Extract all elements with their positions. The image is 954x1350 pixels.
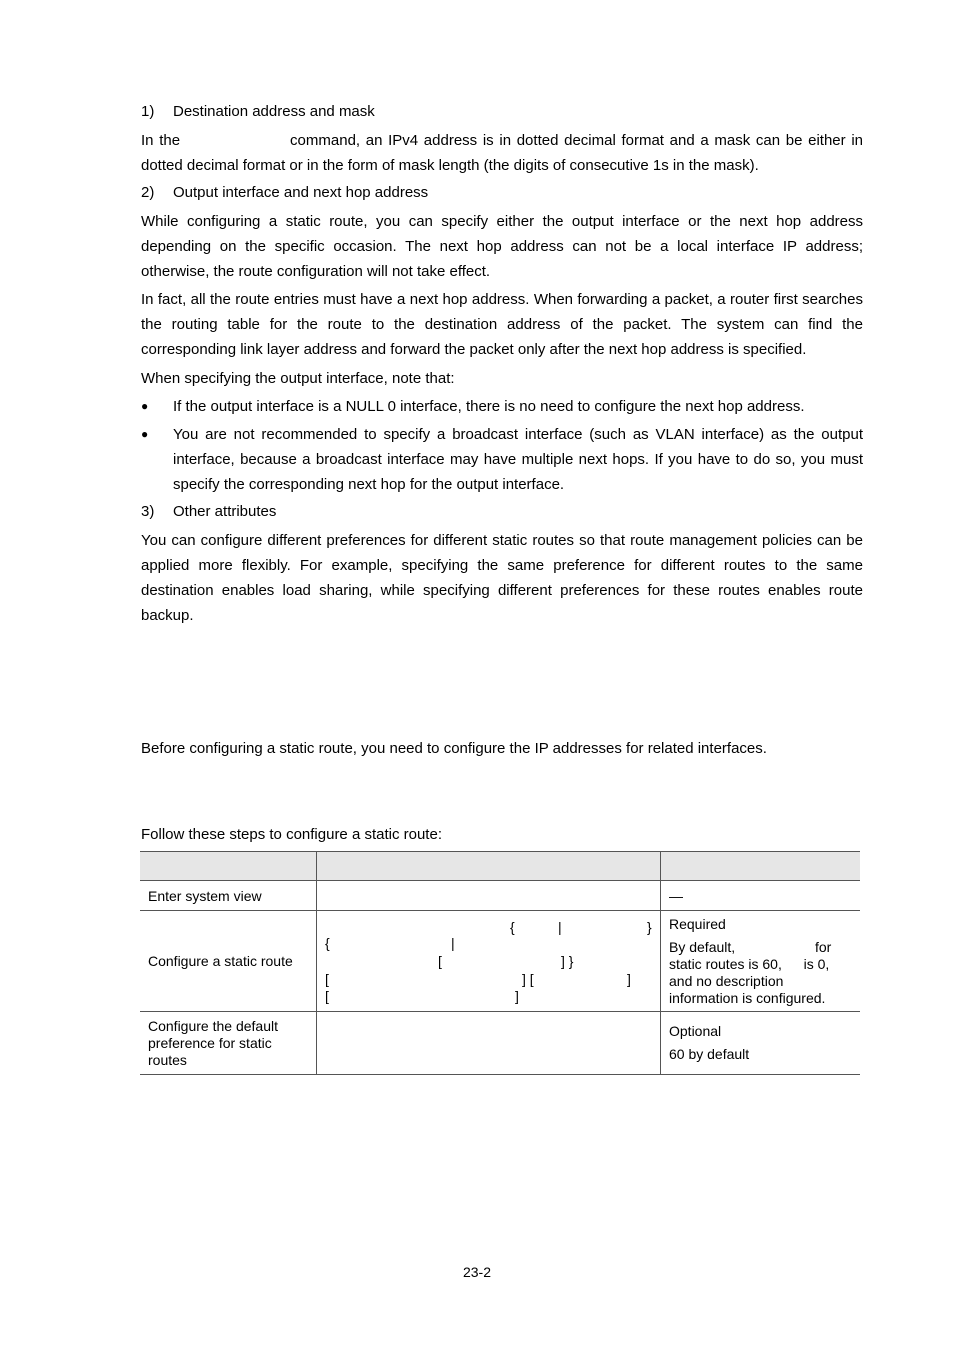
- bullet-dot-icon: ●: [141, 399, 149, 413]
- op-cell: Enter system view: [140, 881, 317, 911]
- numbered-heading-output: 2) Output interface and next hop address: [141, 184, 429, 201]
- cmd-bracket: [: [325, 971, 329, 987]
- command-cell: [317, 911, 661, 1012]
- paragraph-output-1: While configuring a static route, you can specify either the output interface or the next hop address depending on the specific occasion. The next hop address can not be a local interface IP address; otherwise, the route configuration will not take effect.: [141, 213, 863, 280]
- note-intro: When specifying the output interface, note that:: [141, 370, 455, 387]
- header-remarks: [661, 852, 861, 881]
- cmd-brace: {: [325, 935, 330, 951]
- table-header-row: [140, 852, 860, 881]
- page-number: 23-2: [462, 1264, 492, 1280]
- numbered-heading-other: 3) Other attributes: [141, 503, 277, 520]
- numbered-heading-destination: 1) Destination address and mask: [141, 103, 375, 120]
- cmd-bracket: [: [325, 988, 329, 1004]
- header-command: [317, 852, 661, 881]
- op-cell: Configure the default preference for static routes: [140, 1012, 317, 1075]
- command-cell: [317, 1012, 661, 1075]
- cmd-brace: {: [510, 919, 515, 935]
- cmd-pipe: |: [451, 935, 455, 951]
- command-cell: [317, 881, 661, 911]
- header-operation: [140, 852, 317, 881]
- cmd-bracket: ] }: [561, 953, 574, 969]
- paragraph-other: You can configure different preferences for different static routes so that route management policies can be applied more flexibly. For example, specifying the same preference for different routes to the same destination enables load sharing, while specifying different preferences for these routes enables route backup.: [141, 532, 863, 624]
- op-cell: Configure a static route: [140, 911, 317, 1012]
- config-steps-table: [140, 851, 860, 1075]
- cmd-pipe: |: [558, 919, 562, 935]
- cmd-brace: }: [647, 919, 652, 935]
- paragraph-prerequisite: Before configuring a static route, you need to configure the IP addresses for related interfaces.: [141, 740, 767, 757]
- table-row: [140, 911, 860, 1012]
- table-row: [140, 1012, 860, 1075]
- paragraph-destination: In the command, an IPv4 address is in dotted decimal format and a mask can be either in dotted decimal format or in the form of mask length (the digits of consecutive 1s in the mask).: [141, 132, 863, 174]
- cmd-bracket: ] [: [522, 971, 534, 987]
- table-row: [140, 881, 860, 911]
- steps-intro: Follow these steps to configure a static route:: [141, 826, 442, 843]
- bullet-dot-icon: ●: [141, 427, 149, 441]
- cmd-bracket: [: [438, 953, 442, 969]
- remark-cell: Optional 60 by default: [661, 1012, 861, 1075]
- paragraph-output-2: In fact, all the route entries must have a next hop address. When forwarding a packet, a router first searches the routing table for the route to the destination address of the packet. The system can find the corresponding link layer address and forward the packet only after the next hop address is specified.: [141, 291, 863, 358]
- cmd-bracket: ]: [515, 988, 519, 1004]
- bullet-item: ● If the output interface is a NULL 0 interface, there is no need to configure the next hop address.: [141, 394, 863, 419]
- cmd-bracket: ]: [627, 971, 631, 987]
- remark-cell: —: [661, 881, 861, 911]
- bullet-item: ● You are not recommended to specify a broadcast interface (such as VLAN interface) as the output interface, because a broadcast interface may have multiple next hops. If you have to do so, you must specify the corresponding next hop for the output interface.: [141, 422, 863, 497]
- remark-cell: Required By default, for static routes is 60, is 0, and no description information is configured.: [661, 911, 861, 1012]
